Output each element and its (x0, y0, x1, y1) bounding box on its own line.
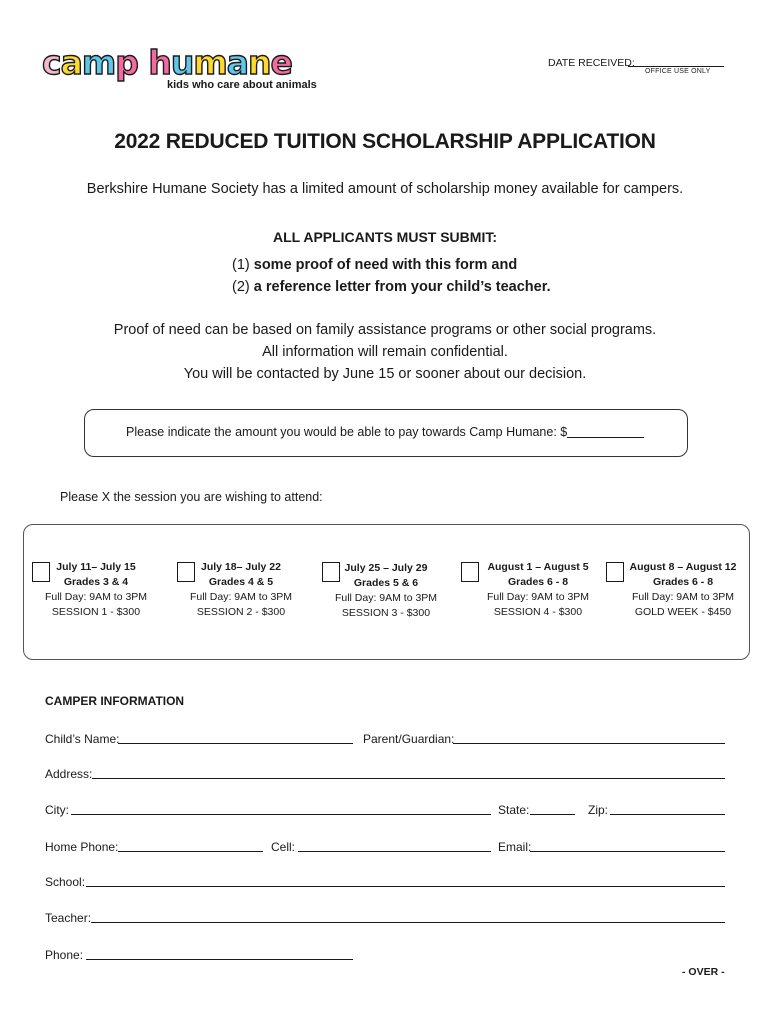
session-2 (185, 560, 297, 620)
page-title: 2022 REDUCED TUITION SCHOLARSHIP APPLICATION (114, 130, 656, 153)
session-label: SESSION 3 - $300 (341, 607, 431, 619)
over-indicator: - OVER - (682, 966, 725, 978)
session-5 (622, 560, 744, 620)
session-3 (330, 561, 442, 621)
cell-label: Cell: (271, 840, 296, 854)
city-field[interactable] (71, 814, 491, 815)
state-field[interactable] (530, 814, 575, 815)
requirement-text: a reference letter from your child’s teacher. (253, 279, 551, 295)
session-grades: Grades 6 - 8 (652, 576, 714, 588)
session-label: GOLD WEEK - $450 (634, 606, 732, 618)
session-time: Full Day: 9AM to 3PM (189, 591, 293, 603)
session-time: Full Day: 9AM to 3PM (44, 591, 148, 603)
payment-amount-field[interactable] (567, 437, 644, 438)
home-phone-label: Home Phone: (45, 840, 119, 854)
logo-wordmark: camp humane (42, 43, 292, 82)
city-label: City: (45, 803, 69, 817)
date-received-label: DATE RECEIVED: (548, 57, 635, 69)
phone-label: Phone: (45, 948, 84, 962)
requirement-2 (232, 279, 551, 295)
camper-info-heading: CAMPER INFORMATION (45, 694, 185, 708)
session-grades: Grades 6 - 8 (507, 576, 569, 588)
proof-line-3: You will be contacted by June 15 or sooner about our decision. (183, 366, 587, 382)
submit-heading: ALL APPLICANTS MUST SUBMIT: (273, 229, 497, 245)
session-dates: August 1 – August 5 (487, 561, 589, 573)
requirement-text: some proof of need with this form and (253, 257, 518, 273)
zip-field[interactable] (610, 814, 725, 815)
camp-humane-logo (42, 43, 332, 96)
email-field[interactable] (530, 851, 725, 852)
requirement-1 (232, 257, 517, 273)
session-time: Full Day: 9AM to 3PM (334, 592, 438, 604)
office-use-label: OFFICE USE ONLY (645, 68, 711, 75)
proof-line-1: Proof of need can be based on family assistance programs or other social programs. (113, 322, 657, 338)
logo-tagline: kids who care about animals (167, 79, 317, 91)
session-label: SESSION 4 - $300 (493, 606, 583, 618)
address-label: Address: (45, 767, 93, 781)
session-label: SESSION 2 - $300 (196, 606, 286, 618)
session-dates: July 11– July 15 (56, 561, 136, 573)
school-field[interactable] (86, 886, 725, 887)
session-label: SESSION 1 - $300 (51, 606, 141, 618)
zip-label: Zip: (588, 803, 609, 817)
session-time: Full Day: 9AM to 3PM (486, 591, 590, 603)
home-phone-field[interactable] (118, 851, 263, 852)
payment-prompt: Please indicate the amount you would be able to pay towards Camp Humane: $ (126, 425, 568, 439)
cell-field[interactable] (298, 851, 491, 852)
session-4 (475, 560, 601, 620)
session-dates: July 18– July 22 (201, 561, 281, 573)
parent-guardian-label: Parent/Guardian: (363, 732, 455, 746)
teacher-label: Teacher: (45, 911, 92, 925)
session-prompt: Please X the session you are wishing to attend: (60, 490, 323, 504)
child-name-label: Child’s Name: (45, 732, 120, 746)
requirement-number: (1) (232, 257, 250, 273)
parent-guardian-field[interactable] (453, 743, 725, 744)
session-grades: Grades 3 & 4 (63, 576, 129, 588)
session-1 (40, 560, 152, 620)
session-time: Full Day: 9AM to 3PM (631, 591, 735, 603)
session-dates: August 8 – August 12 (629, 561, 737, 573)
teacher-field[interactable] (91, 922, 725, 923)
intro-text: Berkshire Humane Society has a limited amount of scholarship money available for campers. (86, 181, 684, 197)
child-name-field[interactable] (118, 743, 353, 744)
session-grades: Grades 4 & 5 (208, 576, 274, 588)
requirement-number: (2) (232, 279, 250, 295)
proof-line-2: All information will remain confidential. (262, 344, 508, 360)
date-received-field[interactable] (628, 66, 724, 67)
address-field[interactable] (92, 778, 725, 779)
state-label: State: (498, 803, 530, 817)
session-grades: Grades 5 & 6 (353, 577, 419, 589)
email-label: Email: (498, 840, 532, 854)
session-dates: July 25 – July 29 (344, 562, 428, 574)
phone-field[interactable] (86, 959, 353, 960)
school-label: School: (45, 875, 86, 889)
